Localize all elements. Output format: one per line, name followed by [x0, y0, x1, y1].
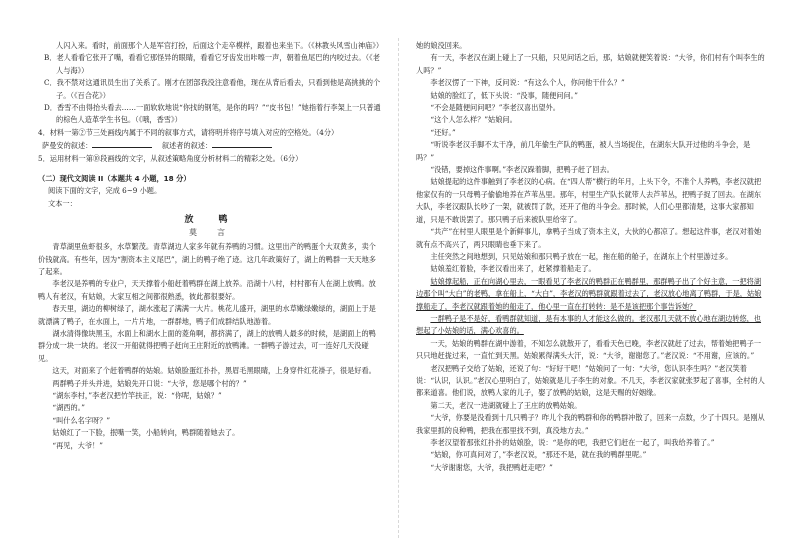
answer-blank-b[interactable] [212, 139, 272, 148]
answer-blank-a[interactable] [92, 139, 152, 148]
paragraph: 姑娘提起的这件事触到了李老汉的心病。在“四人帮”横行的年月，上头下令，不准个人养鸭，李老汉就把他家仅有的一只母鸭子偷偷地养在芦苇丛里。那年，村里生产队长就带人去芦苇丛，把鸭子捉了回去。在湖东大队，李老汉跟队长吵了一架，就被罚了款，还开了他的斗争会。那时候，人们心里都清楚，这事大家都知道，只是不敢说罢了。那只鸭子后来被队里给宰了。 [416, 177, 762, 224]
blank-label-b: 叙述者的叙述： [161, 141, 213, 151]
dialogue-line: “湖西的。” [52, 403, 85, 413]
underlined-paragraph: 姑娘撑起船，正在向湖心里去，一眼看见了李老汉的鸭群正在鸭群里，那群鸭子出了个好主意，一把将湖边那个叫“大白”的老鸭，拿在船上，“大白”，李老汉的鸭群就跟着过去了，老汉放心地离了鸭群，于是，姑娘撑船走了，李老汉就跟着她的船走了，他心里一直在打转转：是不是该把那个事告诉她？ [416, 276, 762, 311]
paragraph: 一天，姑娘的鸭群在湖中游着，不知怎么就散开了，看看天色已晚，李老汉就赶了过去，帮着她把鸭子一只只地赶拢过来，一直忙到天黑。姑娘累得满头大汗，说：“大爷，谢谢您了。”老汉说：“不用谢，应该的。” [416, 338, 762, 361]
option-b: B．老人看看它张开了嘴，看看它那怪异的眼睛，看看它牙齿发出咔嚓一声，朝着鱼尾巴的内咬过去。（《老人与海》） [44, 53, 380, 75]
paragraph: “这个人怎么样？”姑娘问。 [430, 115, 517, 125]
dialogue-line: 两群鸭子并头并进，姑娘先开口说：“大爷，您是哪个村的？” [52, 378, 247, 388]
paragraph: “共产”在村里人眼里是个新鲜事儿，拿鸭子当成了资本主义，大伙的心都凉了。想起这件事，老汉对着她就有点不高兴了，两只眼睛也垂下来了。 [416, 227, 762, 249]
paragraph: “听说李老汉手脚不太干净，前几年偷生产队的鸭蛋，被人当场捉住，在湖东大队开过他的斗争会，是吗？” [416, 140, 751, 162]
paragraph: “没错，要掉这件事啊。”李老汉跺着脚，把鸭子赶了回去。 [430, 165, 614, 175]
paragraph: 李老汉望着那张红扑扑的姑娘脸，说：“是你的吧，我把它们赶在一起了，叫我给养着了。” [430, 438, 715, 447]
option-d: D．香雪不由得抬头看去……一面软软地说“你找的钢笔，是你的吗？”“皮书包！”她指着行李架上一只普通的棕色人造革学生书包。（《哦，香雪》） [44, 103, 381, 125]
dialogue-line: “叫什么名字呀？” [52, 415, 111, 425]
option-a-continuation: 人闪入来。看时，前面那个人是军官打扮，后面这个走卒模样，跟着也来坐下。（《林教头风雪山神庙》） [56, 41, 384, 50]
paragraph: “大爷，你要是没看到十几只鸭子？昨儿个我的鸭群和你的鸭群冲散了，回来一点数，少了十四只。是刚从我家里抓的良种鸭，把我在那里找不到，真没地方去。” [416, 413, 765, 435]
paragraph: 姑娘的脸红了，低下头说：“没事，随便问问。” [430, 90, 578, 100]
paragraph: 老汉把鸭子交给了姑娘，还说了句：“好好干吧！”姑娘问了一句：“大爷，您认识李生吗？”老汉笑着说：“认识，认识。”老汉心里明白了，姑娘就是儿子李生的对象。不几天，李老汉家就张罗起了喜事，全村的人都来道喜。他们说，放鸭人家的儿子，娶了放鸭的姑娘，这是天赐的好姻缘。 [416, 363, 765, 398]
paragraph: “不会是随便问问吧？”李老汉喜出望外。 [430, 103, 560, 113]
paragraph: 湖水清得像块黑玉，水面上和湖水上面的菱角啊，都挤满了，湖上的放鸭人最多的时候，是湖面上的鸭群分成一块一块的。老汉一开船就得把鸭子赶向王庄附近的放鸭滩。一群鸭子游过去，可一连好几天没碰见。 [38, 328, 376, 363]
paragraph: 青草湖里鱼虾很多，水草繁茂。青草湖边人家多年就有养鸭的习惯。这里出产的鸭蛋个大双黄多，卖个价钱就高。有些年，因为“割资本主义尾巴”，湖上的鸭子绝了迹。这几年政策好了，湖上的鸭群一天天地多了起来。 [38, 242, 376, 276]
paragraph: 春天里，湖边的柳树绿了，湖水涨起了满满一大片。桃花儿盛开，湖里的水草嫩绿嫩绿的，湖面上于是就漂满了鸭子，在水面上，一片片地，一群群地，鸭子们成群结队地游着。 [38, 304, 376, 326]
article-author: 莫 言 [189, 227, 231, 237]
paragraph: 这天，对面来了个赶着鸭群的姑娘。姑娘脸蛋红扑扑，黑眉毛黑眼睛，上身穿件红花褂子，很是好看。 [52, 366, 376, 376]
column-divider [398, 38, 399, 538]
paragraph: “姑娘，你可真问对了，”李老汉说，“那还不是，就在我的鸭群里呢。” [430, 450, 647, 460]
dialogue-line: 姑娘红了一下脸，抿嘴一笑，小船转向，鸭群随着她去了。 [52, 428, 240, 438]
article-title: 放 鸭 [184, 215, 236, 226]
section-heading: （二）现代文阅读 II（本题共 4 小题，18 分） [38, 174, 191, 184]
text-label: 文本一： [48, 198, 77, 208]
paragraph: 姑娘羞红着脸，李老汉看出来了，赶紧撑着船走了。 [430, 264, 596, 274]
left-column [38, 40, 382, 452]
paragraph: 李老汉是养鸭的专业户，天天撑着小船赶着鸭群在湖上放养。沿湖十八村，村村都有人在湖上放鸭。放鸭人有老汉，有姑娘，大家互相之间都很熟悉，彼此都很要好。 [38, 279, 376, 301]
paragraph: 有一天，李老汉在湖上碰上了一只船，只见问话之后，那，姑娘就便笑着说：“大爷，你们村有个叫李生的人吗？” [416, 53, 765, 75]
question-5: 5．运用材料一第⑩段画线的文字，从叙述策略角度分析材料二的精彩之处。（6分） [38, 153, 303, 163]
question-4: 4．材料一第②节三处画线内属于不同的叙事方式，请将明并将序号填入对应的空格处。（4分） [38, 127, 339, 137]
dialogue-line: “再见，大爷！” [52, 440, 103, 450]
paragraph: 第二天，老汉一进湖就碰上了王庄的放鸭姑娘。 [430, 400, 582, 410]
paragraph: “还好。” [430, 127, 456, 137]
reading-instruction: 阅读下面的文字，完成 6~9 小题。 [48, 186, 162, 196]
underlined-paragraph: 一群鸭子是不是好，看鸭群就知道，是有本事的人才能这么做的。老汉那几天就不放心地在湖边转悠，也想起了小姑娘的话，满心欢喜的。 [416, 313, 762, 336]
paragraph: 主任突然之间地想到，只见姑娘和那只鸭子放在一起，拖在船的舱子，在湖东上个村里游过多。 [430, 251, 733, 261]
dialogue-line: “湖东李村，”李老汉把竹竿扶正，说：“你呢，姑娘？” [52, 390, 222, 400]
paragraph: 她的娘没回来。 [416, 41, 467, 50]
blank-label-a: 萨曼安的叙述： [42, 141, 93, 151]
paragraph: 李老汉愣了一下神，反问说：“有这么个人，你问他干什么？” [430, 78, 625, 88]
right-column [416, 40, 766, 474]
question-4-blanks [38, 139, 382, 152]
paragraph: “大爷谢谢您，大爷，我把鸭赶走吧？” [430, 462, 553, 472]
option-c: C．我不禁对这通讯员生出了关系了。刚才在团部我没注意看他，现在从背后看去，只看到他是高挑挑的个子。（《百合花》） [44, 78, 381, 100]
